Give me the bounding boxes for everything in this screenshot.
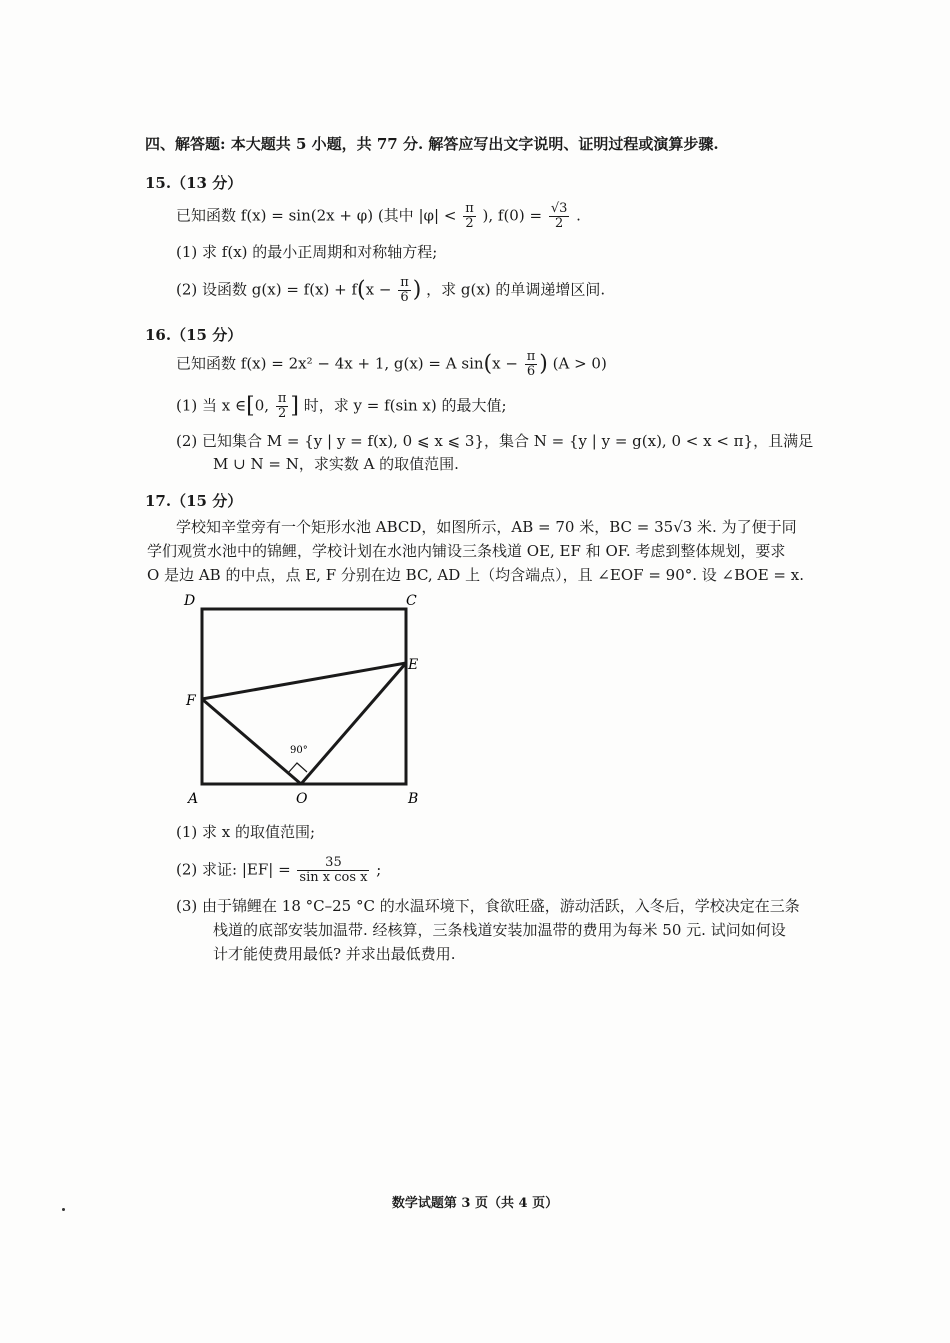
label-a: A [188,791,199,807]
label-c: C [406,593,417,609]
q16-header: 16.（15 分） [145,326,243,344]
segment-fo [202,699,301,784]
q16-part2-line2: M ∪ N = N，求实数 A 的取值范围. [213,455,459,473]
right-angle-mark [288,763,307,773]
q16-part2-line1: (2) 已知集合 M = {y | y = f(x), 0 ⩽ x ⩽ 3}，集合 N = {y | y = g(x), 0 < x < π}，且满足 [176,432,814,450]
label-o: O [296,791,308,807]
q17-part2: (2) 求证: |EF| = $\frac{35}{\text{sin x cos x}}$ ; [176,855,382,885]
q16-part1: (1) 当 x ∈[0, $\frac{\pi}{2}$ ] 时，求 y = f(sin x) 的最大值; [176,391,507,421]
rectangle-pool-figure [180,585,430,810]
q16-stem: 已知函数 f(x) = 2x² − 4x + 1, g(x) = A sin(x − $\frac{\pi}{6}$ ) (A > 0) [176,349,607,379]
label-f: F [186,693,196,709]
q15-frac-sqrt3-2: $\frac{√3}{2}$ [550,201,568,231]
q15-frac-pi-2: $\frac{\pi}{2}$ [465,201,474,231]
q17-stem-line2: 学们观赏水池中的锦鲤，学校计划在水池内铺设三条栈道 OE, EF 和 OF. 考虑到整体规划，要求 [147,542,786,560]
q17-part3-line2: 栈道的底部安装加温带. 经核算，三条栈道安装加温带的费用为每米 50 元. 试问如何设 [213,921,786,939]
segment-fe [202,663,406,699]
q15-stem [176,202,581,231]
q17-part1: (1) 求 x 的取值范围; [176,823,316,841]
q15-part1: (1) 求 f(x) 的最小正周期和对称轴方程; [176,243,438,261]
q15-header: 15.（13 分） [145,174,243,192]
page-footer: 数学试题第 3 页（共 4 页） [391,1196,559,1211]
q15-stem-c: . [576,206,581,225]
scan-dot [62,1208,65,1211]
angle-label: 90° [290,745,308,756]
label-b: B [408,791,419,807]
label-d: D [184,593,196,609]
q17-part3-line3: 计才能使费用最低? 并求出最低费用. [213,945,456,963]
q17-part3-line1: (3) 由于锦鲤在 18 °C–25 °C 的水温环境下，食欲旺盛，游动活跃，入冬后，学校决定在三条 [176,897,800,915]
q15-stem-b: ), f(0) = [482,206,543,225]
q15-stem-a: 已知函数 f(x) = sin(2x + φ) (其中 |φ| < [176,206,457,225]
label-e: E [408,657,419,673]
q17-stem-line1: 学校知辛堂旁有一个矩形水池 ABCD，如图所示，AB = 70 米，BC = 35√3 米. 为了便于同 [176,518,797,536]
segment-oe [301,663,406,784]
q17-stem-line3: O 是边 AB 的中点，点 E, F 分别在边 BC, AD 上（均含端点），且 ∠EOF = 90°. 设 ∠BOE = x. [147,566,804,584]
q15-part2: (2) 设函数 g(x) = f(x) + f(x − $\frac{\pi}{6}$ ) ，求 g(x) 的单调递增区间. [176,275,606,305]
q17-header: 17.（15 分） [145,492,243,510]
section-title: 四、解答题: 本大题共 5 小题，共 77 分. 解答应写出文字说明、证明过程或演算步骤. [145,135,719,153]
